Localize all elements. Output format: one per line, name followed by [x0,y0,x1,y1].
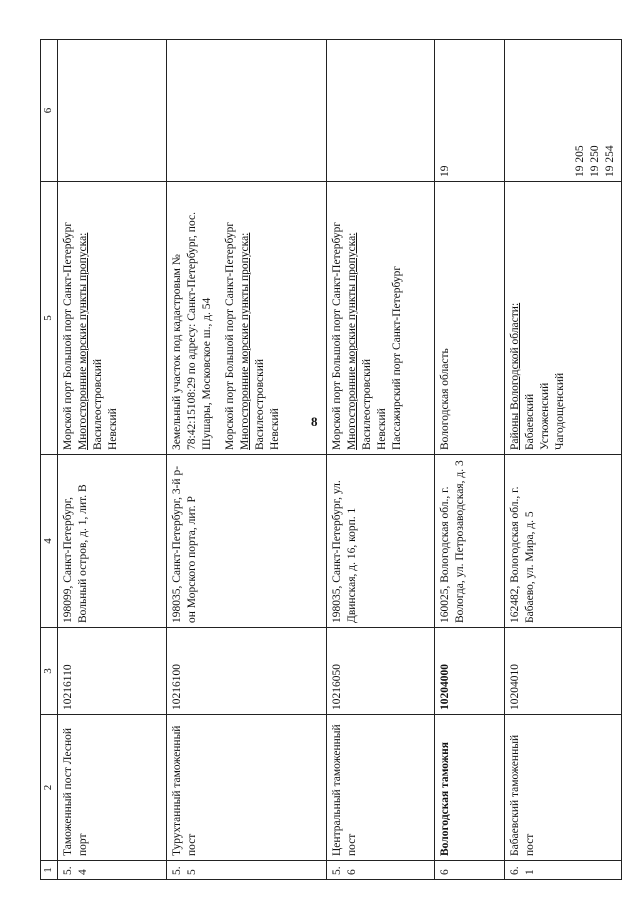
table-row [505,40,622,880]
location-line: Невский [107,408,119,450]
location-heading: Многосторонние морские пункты пропуска: [239,232,251,450]
post-location [327,182,435,455]
location-heading: Многосторонние морские пункты пропуска: [77,232,89,450]
location-line: Невский [376,408,388,450]
table-row [167,40,327,880]
location-line: Бабаевский [524,393,536,450]
extra-code [58,40,167,182]
location-line: Чагодощенский [554,372,566,450]
row-number: 5.5 [167,861,327,880]
location-line: Земельный участок под кадастровым № 78:42:15108:29 по адресу: Санкт-Петербург, пос. Шушары, Московское ш., д. 54 [171,212,213,450]
post-name: Турухтанный таможенный пост [167,715,327,861]
extra-code [327,40,435,182]
post-address: 160025, Вологодская обл., г. Вологда, ул. Петрозаводская, д. 3 [435,455,505,628]
header-row [41,40,58,880]
location-line: Морской порт Большой порт Санкт-Петербург [62,221,74,450]
customs-table [40,39,622,880]
post-name: Таможенный пост Лесной порт [58,715,167,861]
post-code: 10216100 [167,628,327,715]
extra-code: 19 205 19 250 19 254 [505,40,622,182]
post-address: 198099, Санкт-Петербург, Вольный остров, д. 1, лит. В [58,455,167,628]
rotated-table-container [40,40,620,880]
post-name: Вологодская таможня [435,715,505,861]
post-code: 10216110 [58,628,167,715]
post-code: 10204010 [505,628,622,715]
post-code: 10204000 [435,628,505,715]
header-cell: 5 [41,182,58,455]
location-line: Морской порт Большой порт Санкт-Петербург [224,221,236,450]
location-line: Морской порт Большой порт Санкт-Петербург [331,221,343,450]
post-location [58,182,167,455]
row-number: 6 [435,861,505,880]
page-number: 8 [311,414,318,429]
extra-code: 19 [435,40,505,182]
header-cell: 2 [41,715,58,861]
location-line: Пассажирский порт Санкт-Петербург [391,265,403,450]
post-address: 198035, Санкт-Петербург, ул. Двинская, д. 16, корп. 1 [327,455,435,628]
row-number: 6.1 [505,861,622,880]
header-cell: 6 [41,40,58,182]
location-heading: Многосторонние морские пункты пропуска: [346,232,358,450]
location-line: Василеостровский [361,358,373,450]
post-location [505,182,622,455]
extra-code [167,40,327,182]
row-number: 5.4 [58,861,167,880]
header-cell: 3 [41,628,58,715]
header-cell: 1 [41,861,58,880]
location-line: Василеостровский [92,358,104,450]
post-code: 10216050 [327,628,435,715]
table-row [435,40,505,880]
post-address: 162482, Вологодская обл., г. Бабаево, ул. Мира, д. 5 [505,455,622,628]
table-row [327,40,435,880]
location-line: Невский [269,408,281,450]
post-name: Центральный таможенный пост [327,715,435,861]
location-line: Василеостровский [254,358,266,450]
post-location [167,182,327,455]
post-address: 198035, Санкт-Петербург, 3-й р-он Морского порта, лит. Р [167,455,327,628]
row-number: 5.6 [327,861,435,880]
header-cell: 4 [41,455,58,628]
location-heading: Районы Вологодской области: [509,302,521,450]
post-name: Бабаевский таможенный пост [505,715,622,861]
post-location [435,182,505,455]
location-line: Вологодская область [439,348,451,450]
table-row [58,40,167,880]
location-line: Устюженский [539,382,551,450]
